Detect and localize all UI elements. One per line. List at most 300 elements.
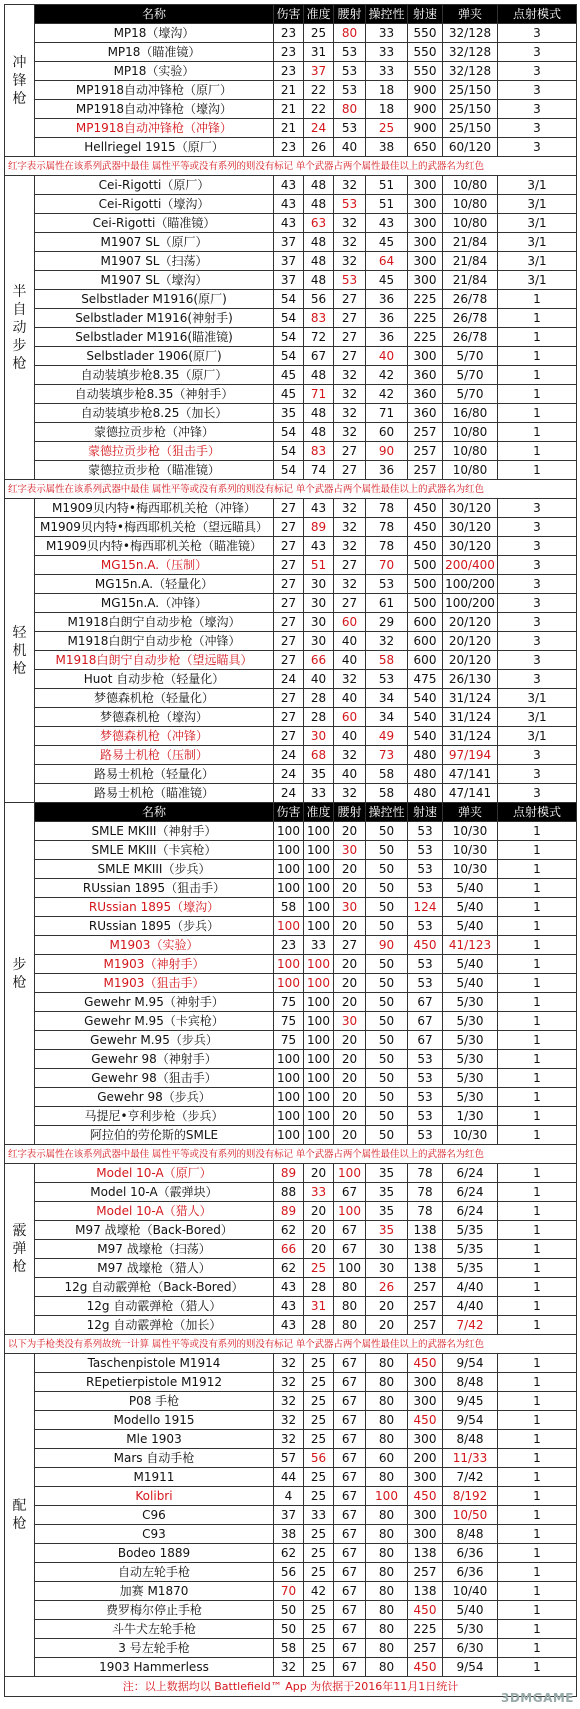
table-row — [5, 1601, 577, 1620]
stat-accuracy: 100 — [304, 955, 334, 974]
stat-rof: 600 — [408, 613, 443, 632]
stat-mag: 6/24 — [443, 1164, 498, 1183]
stat-handling: 30 — [366, 1259, 408, 1278]
stat-hipfire: 67 — [334, 1392, 366, 1411]
stat-rof: 138 — [408, 1240, 443, 1259]
stat-handling: 80 — [366, 1525, 408, 1544]
stat-rof: 360 — [408, 385, 443, 404]
stat-burst: 3 — [498, 556, 577, 575]
table-row — [5, 708, 577, 727]
stat-hipfire: 80 — [334, 1278, 366, 1297]
stat-rof: 53 — [408, 1088, 443, 1107]
stat-hipfire: 67 — [334, 1354, 366, 1373]
stat-accuracy: 100 — [304, 898, 334, 917]
table-row — [5, 62, 577, 81]
column-header: 名称 — [35, 803, 274, 822]
stat-rof: 900 — [408, 100, 443, 119]
stat-damage: 32 — [274, 1373, 304, 1392]
weapon-name: M1918白朗宁自动步枪（壕沟） — [35, 613, 274, 632]
stat-mag: 10/80 — [443, 176, 498, 195]
stat-handling: 53 — [366, 670, 408, 689]
stat-mag: 10/30 — [443, 822, 498, 841]
table-row — [5, 594, 577, 613]
weapon-name: MP1918自动冲锋枪（壕沟） — [35, 100, 274, 119]
stat-damage: 32 — [274, 1392, 304, 1411]
table-row — [5, 252, 577, 271]
stat-burst: 1 — [498, 1183, 577, 1202]
stat-hipfire: 32 — [334, 404, 366, 423]
table-row — [5, 100, 577, 119]
stat-rof: 300 — [408, 347, 443, 366]
table-row — [5, 784, 577, 803]
stat-burst: 1 — [498, 1316, 577, 1335]
weapon-name: M97 战壕枪（Back-Bored） — [35, 1221, 274, 1240]
stat-damage: 37 — [274, 252, 304, 271]
stat-hipfire: 67 — [334, 1487, 366, 1506]
stat-mag: 5/35 — [443, 1221, 498, 1240]
stat-damage: 88 — [274, 1183, 304, 1202]
stat-rof: 540 — [408, 727, 443, 746]
stat-mag: 6/36 — [443, 1544, 498, 1563]
stat-handling: 18 — [366, 100, 408, 119]
stat-damage: 27 — [274, 689, 304, 708]
stat-damage: 89 — [274, 1202, 304, 1221]
section-label: 霰弹枪 — [5, 1164, 35, 1335]
stat-accuracy: 22 — [304, 100, 334, 119]
table-row — [5, 879, 577, 898]
stat-mag: 200/400 — [443, 556, 498, 575]
stat-damage: 54 — [274, 423, 304, 442]
stat-burst: 3/1 — [498, 727, 577, 746]
stat-burst: 3 — [498, 632, 577, 651]
weapon-name: Model 10-A（霰弹块） — [35, 1183, 274, 1202]
stat-rof: 67 — [408, 1031, 443, 1050]
stat-accuracy: 25 — [304, 1525, 334, 1544]
stat-mag: 9/54 — [443, 1658, 498, 1677]
stat-damage: 100 — [274, 1088, 304, 1107]
stat-damage: 58 — [274, 1639, 304, 1658]
stat-mag: 26/130 — [443, 670, 498, 689]
weapon-name: Selbstlader M1916(瞄准镜) — [35, 328, 274, 347]
table-row — [5, 233, 577, 252]
stat-accuracy: 25 — [304, 1601, 334, 1620]
weapon-name: C93 — [35, 1525, 274, 1544]
stat-accuracy: 43 — [304, 499, 334, 518]
stat-rof: 300 — [408, 1373, 443, 1392]
stat-handling: 80 — [366, 1373, 408, 1392]
stat-handling: 26 — [366, 1278, 408, 1297]
stat-mag: 9/54 — [443, 1354, 498, 1373]
table-row — [5, 632, 577, 651]
stat-burst: 1 — [498, 955, 577, 974]
stat-damage: 56 — [274, 1563, 304, 1582]
stat-handling: 35 — [366, 1164, 408, 1183]
stat-accuracy: 20 — [304, 1221, 334, 1240]
stat-mag: 7/42 — [443, 1468, 498, 1487]
table-row — [5, 537, 577, 556]
stat-hipfire: 20 — [334, 1050, 366, 1069]
weapon-name: 斗牛犬左轮手枪 — [35, 1620, 274, 1639]
stat-mag: 10/80 — [443, 461, 498, 480]
stat-rof: 540 — [408, 708, 443, 727]
stat-damage: 37 — [274, 1506, 304, 1525]
stat-accuracy: 25 — [304, 1468, 334, 1487]
stat-handling: 51 — [366, 195, 408, 214]
stat-mag: 32/128 — [443, 24, 498, 43]
stat-burst: 3 — [498, 43, 577, 62]
weapon-name: Mle 1903 — [35, 1430, 274, 1449]
stat-rof: 450 — [408, 518, 443, 537]
stat-mag: 8/48 — [443, 1373, 498, 1392]
stat-damage: 43 — [274, 195, 304, 214]
stat-mag: 10/30 — [443, 841, 498, 860]
stat-mag: 5/30 — [443, 1069, 498, 1088]
stat-handling: 50 — [366, 841, 408, 860]
table-row — [5, 1525, 577, 1544]
stat-mag: 10/30 — [443, 1126, 498, 1145]
stat-burst: 1 — [498, 1278, 577, 1297]
stat-burst: 1 — [498, 860, 577, 879]
table-row — [5, 1620, 577, 1639]
weapon-name: 3 号左轮手枪 — [35, 1639, 274, 1658]
stat-rof: 53 — [408, 1069, 443, 1088]
stat-rof: 360 — [408, 404, 443, 423]
stat-rof: 225 — [408, 328, 443, 347]
stat-accuracy: 100 — [304, 1088, 334, 1107]
table-row — [5, 1373, 577, 1392]
stat-accuracy: 25 — [304, 1544, 334, 1563]
stat-damage: 58 — [274, 898, 304, 917]
weapon-name: M1909贝内特•梅西耶机关枪（冲锋） — [35, 499, 274, 518]
weapon-name: 路易士机枪（瞄准镜） — [35, 784, 274, 803]
weapon-name: Gewehr 98（神射手） — [35, 1050, 274, 1069]
stat-handling: 90 — [366, 936, 408, 955]
weapon-name: Gewehr M.95（步兵） — [35, 1031, 274, 1050]
stat-mag: 9/45 — [443, 1392, 498, 1411]
stat-damage: 27 — [274, 727, 304, 746]
stat-rof: 300 — [408, 176, 443, 195]
weapon-name: 自动左轮手枪 — [35, 1563, 274, 1582]
stat-accuracy: 48 — [304, 233, 334, 252]
stat-handling: 50 — [366, 1107, 408, 1126]
stat-hipfire: 27 — [334, 442, 366, 461]
stat-burst: 1 — [498, 974, 577, 993]
stat-handling: 33 — [366, 24, 408, 43]
weapon-name: 费罗梅尔停止手枪 — [35, 1601, 274, 1620]
stat-hipfire: 32 — [334, 214, 366, 233]
table-row — [5, 1183, 577, 1202]
stat-burst: 1 — [498, 1582, 577, 1601]
weapon-name: Bodeo 1889 — [35, 1544, 274, 1563]
stat-damage: 24 — [274, 670, 304, 689]
stat-hipfire: 27 — [334, 290, 366, 309]
stat-hipfire: 100 — [334, 1259, 366, 1278]
stat-damage: 23 — [274, 138, 304, 157]
table-row — [5, 746, 577, 765]
weapon-name: Taschenpistole M1914 — [35, 1354, 274, 1373]
stat-mag: 10/40 — [443, 1582, 498, 1601]
stat-mag: 5/35 — [443, 1240, 498, 1259]
stat-rof: 53 — [408, 1050, 443, 1069]
stat-mag: 31/124 — [443, 689, 498, 708]
stat-hipfire: 20 — [334, 822, 366, 841]
stat-mag: 5/30 — [443, 1012, 498, 1031]
weapon-name: M1903（狙击手） — [35, 974, 274, 993]
table-row — [5, 1392, 577, 1411]
stat-handling: 78 — [366, 537, 408, 556]
stat-hipfire: 30 — [334, 841, 366, 860]
stat-hipfire: 67 — [334, 1506, 366, 1525]
stat-burst: 1 — [498, 404, 577, 423]
weapon-name: M1903（神射手） — [35, 955, 274, 974]
stat-handling: 50 — [366, 879, 408, 898]
stat-accuracy: 37 — [304, 62, 334, 81]
stat-burst: 1 — [498, 366, 577, 385]
stat-accuracy: 28 — [304, 1278, 334, 1297]
stat-hipfire: 40 — [334, 138, 366, 157]
weapon-name: 加赛 M1870 — [35, 1582, 274, 1601]
stat-burst: 1 — [498, 1639, 577, 1658]
stat-rof: 225 — [408, 1620, 443, 1639]
stat-damage: 21 — [274, 100, 304, 119]
stat-mag: 4/40 — [443, 1297, 498, 1316]
stat-accuracy: 25 — [304, 1620, 334, 1639]
stat-accuracy: 51 — [304, 556, 334, 575]
weapon-name: Selbstlader M1916(神射手) — [35, 309, 274, 328]
stat-mag: 100/200 — [443, 594, 498, 613]
stat-damage: 100 — [274, 974, 304, 993]
stat-mag: 6/24 — [443, 1183, 498, 1202]
stat-damage: 23 — [274, 936, 304, 955]
stat-rof: 480 — [408, 765, 443, 784]
weapon-name: 马提尼•亨利步枪（步兵） — [35, 1107, 274, 1126]
stat-burst: 3 — [498, 765, 577, 784]
stat-hipfire: 20 — [334, 1088, 366, 1107]
stat-hipfire: 67 — [334, 1658, 366, 1677]
stat-accuracy: 30 — [304, 632, 334, 651]
stat-handling: 36 — [366, 461, 408, 480]
stat-damage: 54 — [274, 290, 304, 309]
stat-damage: 27 — [274, 613, 304, 632]
stat-rof: 300 — [408, 214, 443, 233]
stat-handling: 53 — [366, 575, 408, 594]
stat-rof: 53 — [408, 822, 443, 841]
stat-burst: 1 — [498, 1601, 577, 1620]
legend-note: 以下为手枪类没有系列故统一计算 属性平等或没有系列的则没有标记 单个武器占两个属性最佳以上的武器名为红色 — [5, 1335, 577, 1354]
stat-rof: 124 — [408, 898, 443, 917]
table-row — [5, 898, 577, 917]
table-row — [5, 1278, 577, 1297]
stat-rof: 78 — [408, 1183, 443, 1202]
stat-burst: 1 — [498, 1126, 577, 1145]
stat-burst: 1 — [498, 1031, 577, 1050]
stat-handling: 34 — [366, 708, 408, 727]
stat-burst: 1 — [498, 1658, 577, 1677]
table-row — [5, 765, 577, 784]
stat-handling: 50 — [366, 860, 408, 879]
column-header: 名称 — [35, 5, 274, 24]
column-header: 腰射 — [334, 803, 366, 822]
stat-handling: 50 — [366, 974, 408, 993]
stat-hipfire: 20 — [334, 955, 366, 974]
table-row — [5, 366, 577, 385]
stat-mag: 32/128 — [443, 43, 498, 62]
weapon-name: Modello 1915 — [35, 1411, 274, 1430]
stat-burst: 3/1 — [498, 176, 577, 195]
stat-mag: 60/120 — [443, 138, 498, 157]
weapon-name: 12g 自动霰弹枪（Back-Bored） — [35, 1278, 274, 1297]
table-row — [5, 1031, 577, 1050]
stat-hipfire: 67 — [334, 1544, 366, 1563]
stat-rof: 450 — [408, 936, 443, 955]
stat-handling: 50 — [366, 822, 408, 841]
stat-accuracy: 89 — [304, 518, 334, 537]
stat-handling: 43 — [366, 214, 408, 233]
stat-hipfire: 20 — [334, 974, 366, 993]
stat-hipfire: 80 — [334, 24, 366, 43]
stat-hipfire: 27 — [334, 309, 366, 328]
table-row — [5, 822, 577, 841]
stat-rof: 500 — [408, 575, 443, 594]
table-row — [5, 461, 577, 480]
stat-burst: 3 — [498, 100, 577, 119]
stat-burst: 1 — [498, 1449, 577, 1468]
weapon-name: P08 手枪 — [35, 1392, 274, 1411]
stat-damage: 32 — [274, 1354, 304, 1373]
stat-accuracy: 71 — [304, 385, 334, 404]
stat-rof: 475 — [408, 670, 443, 689]
stat-hipfire: 20 — [334, 1107, 366, 1126]
table-row — [5, 214, 577, 233]
table-row — [5, 1088, 577, 1107]
weapon-name: Huot 自动步枪（轻量化） — [35, 670, 274, 689]
stat-rof: 53 — [408, 1107, 443, 1126]
table-row — [5, 271, 577, 290]
stat-handling: 100 — [366, 1487, 408, 1506]
stat-accuracy: 25 — [304, 1639, 334, 1658]
stat-damage: 43 — [274, 1316, 304, 1335]
stat-mag: 5/30 — [443, 1031, 498, 1050]
stat-rof: 53 — [408, 917, 443, 936]
stat-mag: 10/80 — [443, 214, 498, 233]
weapon-name: MG15n.A.（压制） — [35, 556, 274, 575]
stat-burst: 1 — [498, 898, 577, 917]
stat-rof: 257 — [408, 1297, 443, 1316]
table-row — [5, 1468, 577, 1487]
stat-burst: 1 — [498, 1620, 577, 1639]
stat-accuracy: 68 — [304, 746, 334, 765]
table-row — [5, 1563, 577, 1582]
stat-handling: 58 — [366, 651, 408, 670]
stat-damage: 23 — [274, 62, 304, 81]
stat-accuracy: 100 — [304, 1126, 334, 1145]
stat-hipfire: 80 — [334, 1297, 366, 1316]
stat-handling: 61 — [366, 594, 408, 613]
stat-rof: 550 — [408, 43, 443, 62]
column-header: 腰射 — [334, 5, 366, 24]
stat-rof: 257 — [408, 1639, 443, 1658]
stat-hipfire: 67 — [334, 1582, 366, 1601]
stat-burst: 1 — [498, 1164, 577, 1183]
stat-accuracy: 20 — [304, 1164, 334, 1183]
stat-burst: 3/1 — [498, 708, 577, 727]
stat-accuracy: 56 — [304, 290, 334, 309]
stat-damage: 100 — [274, 917, 304, 936]
stat-accuracy: 100 — [304, 993, 334, 1012]
stat-damage: 27 — [274, 651, 304, 670]
stat-mag: 31/124 — [443, 727, 498, 746]
stat-rof: 450 — [408, 499, 443, 518]
stat-accuracy: 31 — [304, 43, 334, 62]
stat-damage: 24 — [274, 746, 304, 765]
stat-handling: 80 — [366, 1601, 408, 1620]
table-row — [5, 404, 577, 423]
stat-hipfire: 32 — [334, 499, 366, 518]
stat-damage: 43 — [274, 176, 304, 195]
legend-note: 红字表示属性在该系列武器中最佳 属性平等或没有系列的则没有标记 单个武器占两个属性最佳以上的武器名为红色 — [5, 157, 577, 176]
stat-mag: 5/40 — [443, 879, 498, 898]
stat-burst: 1 — [498, 423, 577, 442]
stat-handling: 78 — [366, 499, 408, 518]
weapon-name: Selbstlader M1916(原厂) — [35, 290, 274, 309]
table-row — [5, 1430, 577, 1449]
stat-handling: 42 — [366, 366, 408, 385]
footer-row — [5, 1677, 577, 1697]
stat-hipfire: 32 — [334, 537, 366, 556]
table-row — [5, 651, 577, 670]
stat-handling: 70 — [366, 556, 408, 575]
column-header: 点射模式 — [498, 5, 577, 24]
stat-burst: 1 — [498, 461, 577, 480]
stat-handling: 35 — [366, 1221, 408, 1240]
stat-damage: 100 — [274, 841, 304, 860]
stat-hipfire: 32 — [334, 176, 366, 195]
stat-accuracy: 100 — [304, 1069, 334, 1088]
stat-hipfire: 80 — [334, 1316, 366, 1335]
table-row — [5, 1107, 577, 1126]
stat-handling: 50 — [366, 898, 408, 917]
stat-damage: 62 — [274, 1259, 304, 1278]
stat-handling: 64 — [366, 252, 408, 271]
stat-mag: 30/120 — [443, 499, 498, 518]
table-row — [5, 328, 577, 347]
stat-damage: 54 — [274, 461, 304, 480]
table-row — [5, 24, 577, 43]
table-row — [5, 955, 577, 974]
stat-burst: 1 — [498, 309, 577, 328]
stat-damage: 100 — [274, 860, 304, 879]
stat-accuracy: 28 — [304, 1316, 334, 1335]
weapon-name: Mars 自动手枪 — [35, 1449, 274, 1468]
stat-handling: 80 — [366, 1544, 408, 1563]
weapon-name: Kolibri — [35, 1487, 274, 1506]
stat-damage: 100 — [274, 822, 304, 841]
stat-burst: 3 — [498, 518, 577, 537]
table-row — [5, 119, 577, 138]
weapon-name: Gewehr 98（步兵） — [35, 1088, 274, 1107]
stat-rof: 550 — [408, 62, 443, 81]
stat-rof: 480 — [408, 746, 443, 765]
stat-mag: 5/40 — [443, 974, 498, 993]
weapon-name: Hellriegel 1915（原厂） — [35, 138, 274, 157]
stat-handling: 25 — [366, 119, 408, 138]
stat-hipfire: 30 — [334, 898, 366, 917]
stat-burst: 1 — [498, 328, 577, 347]
stat-hipfire: 53 — [334, 271, 366, 290]
stat-damage: 35 — [274, 404, 304, 423]
stat-damage: 50 — [274, 1601, 304, 1620]
stat-accuracy: 48 — [304, 176, 334, 195]
